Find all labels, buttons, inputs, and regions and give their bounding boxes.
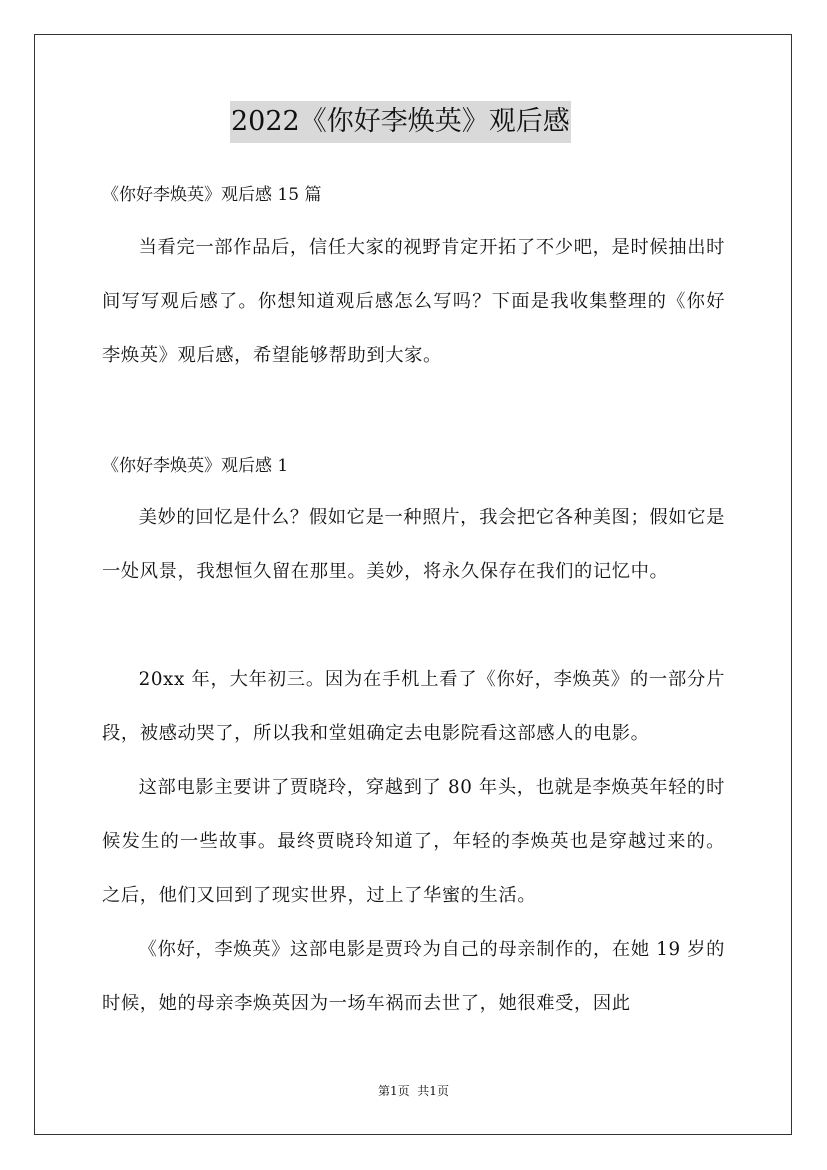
body-paragraph-4: 《你好，李焕英》这部电影是贾玲为自己的母亲制作的，在她 19 岁的时候，她的母亲李焕英因为一场车祸而去世了，她很难受，因此 — [102, 939, 725, 1014]
body-paragraph-1: 美妙的回忆是什么？假如它是一种照片，我会把它各种美图；假如它是一处风景，我想恒久留在那里。美妙，将永久保存在我们的记忆中。 — [102, 507, 725, 582]
body-paragraph-2: 20xx 年，大年初三。因为在手机上看了《你好，李焕英》的一部分片段，被感动哭了，所以我和堂姐确定去电影院看这部感人的电影。 — [102, 669, 725, 744]
collection-heading: 《你好李焕英》观后感 15 篇 — [102, 185, 322, 205]
document-title: 2022《你好李焕英》观后感 — [230, 101, 571, 143]
intro-paragraph: 当看完一部作品后，信任大家的视野肯定开拓了不少吧，是时候抽出时间写写观后感了。你想知道观后感怎么写吗？下面是我收集整理的《你好李焕英》观后感，希望能够帮助到大家。 — [102, 237, 725, 366]
section-heading-1: 《你好李焕英》观后感 1 — [102, 456, 289, 476]
page-number-footer: 第1页 共1页 — [378, 1084, 449, 1098]
body-paragraph-3: 这部电影主要讲了贾晓玲，穿越到了 80 年头，也就是李焕英年轻的时候发生的一些故事。最终贾晓玲知道了，年轻的李焕英也是穿越过来的。之后，他们又回到了现实世界，过上了华蜜的生活。 — [102, 777, 725, 906]
